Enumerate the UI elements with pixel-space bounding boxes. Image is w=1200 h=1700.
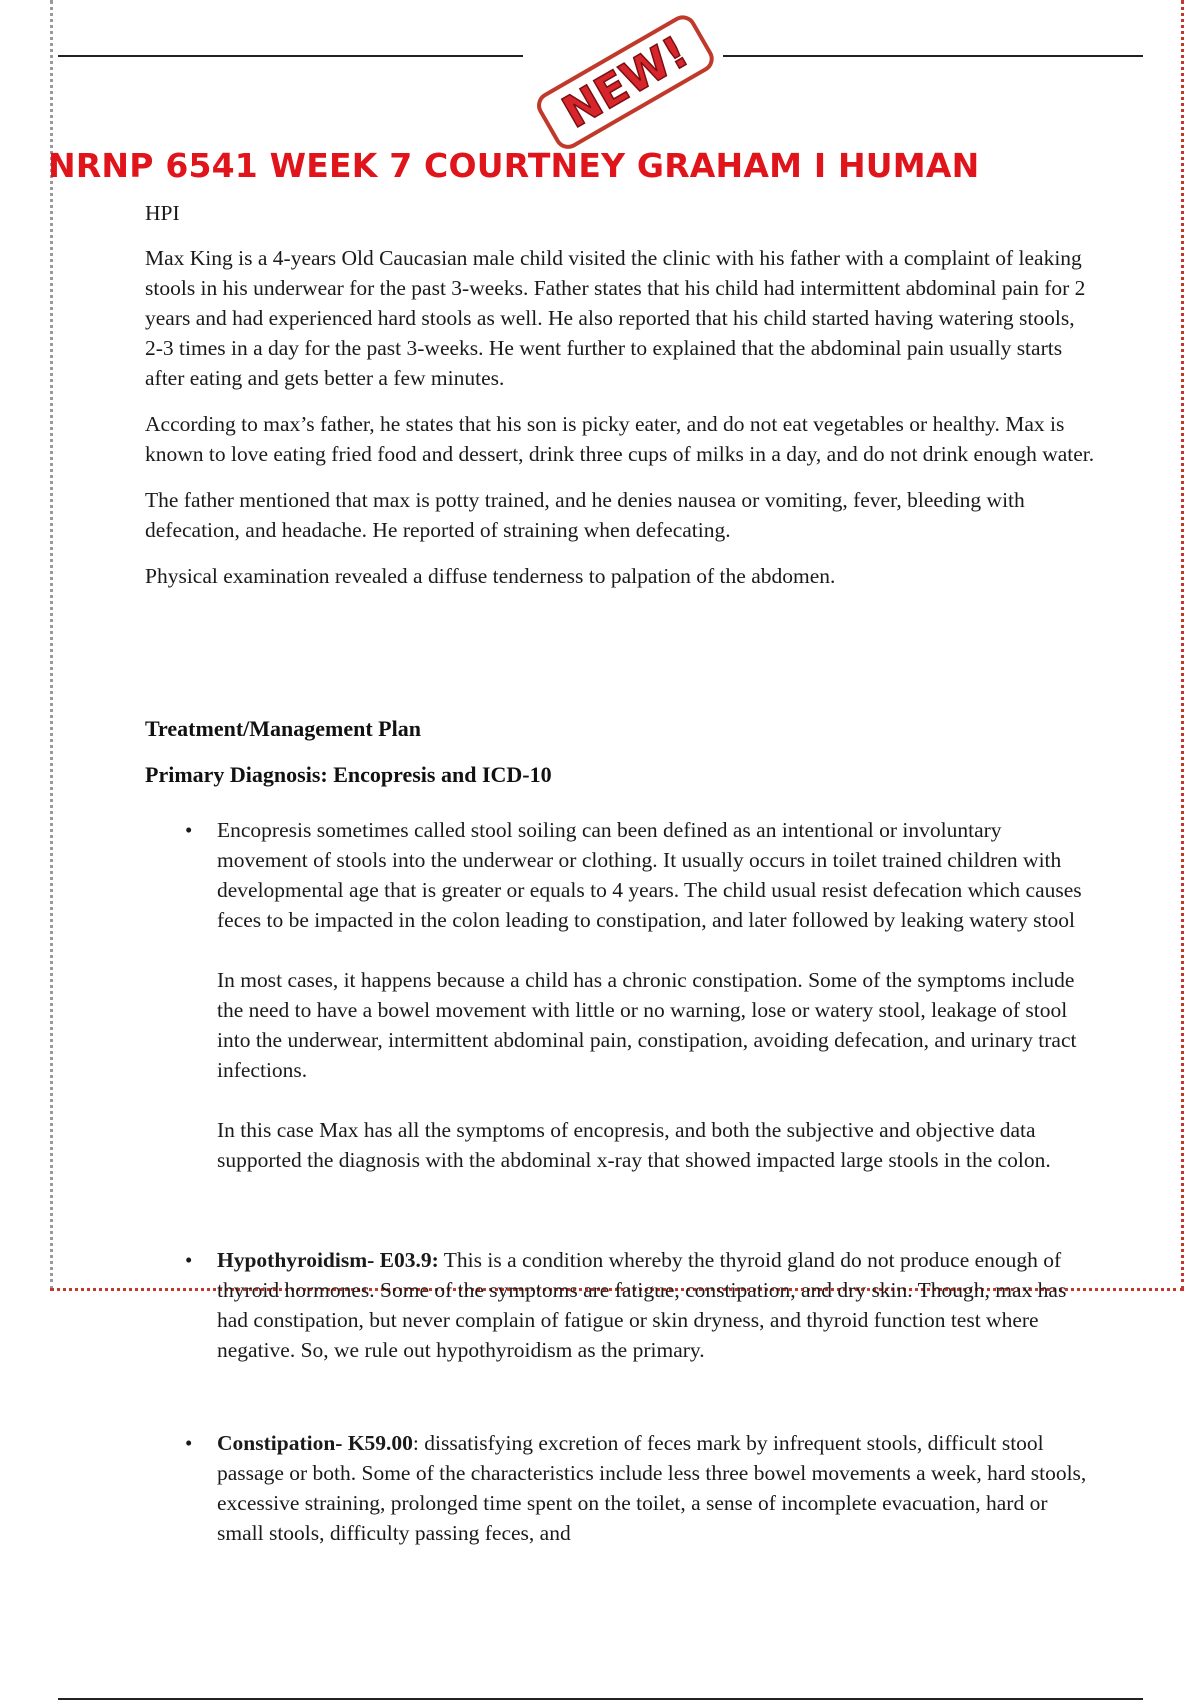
hpi-label: HPI [145, 201, 180, 225]
header-rule-left [58, 55, 523, 57]
hpi-paragraph: Physical examination revealed a diffuse tenderness to palpation of the abdomen. [145, 564, 836, 588]
header-rule-right [723, 55, 1143, 57]
differential-list [145, 1245, 1095, 1365]
hpi-paragraph: Max King is a 4-years Old Caucasian male child visited the clinic with his father with a complaint of leaking stools in his underwear for the past 3-weeks. Father states that his child had intermittent abdominal pain for 2 years and had experienced hard stools as well. He also reported that his child started having watering stools, 2-3 times in a day for the past 3-weeks. He went further to explained that the abdominal pain usually starts after eating and gets better a few minutes. [145, 246, 1086, 390]
encopresis-paragraph: In most cases, it happens because a child has a chronic constipation. Some of the symptoms include the need to have a bowel movement with little or no warning, lose or watery stool, leakage of stool into the underwear, intermittent abdominal pain, constipation, avoiding defecation, and urinary tract infections. [217, 968, 1077, 1082]
bullet-icon: • [185, 818, 193, 842]
treatment-plan-heading: Treatment/Management Plan [145, 716, 421, 741]
encopresis-list [145, 815, 1095, 1175]
new-stamp-text: NEW! [554, 26, 698, 139]
list-item [145, 1428, 1095, 1548]
differential-list-2 [145, 1428, 1095, 1548]
bullet-icon: • [185, 1431, 193, 1455]
bullet-icon: • [185, 1248, 193, 1272]
list-item [145, 815, 1095, 1175]
constipation-text: : dissatisfying excretion of feces mark by infrequent stools, difficult stool passage or both. Some of the characteristics include less three bowel movements a week, hard stools, excessive straining, prolonged time spent on the toilet, a sense of incomplete evacuation, hard or small stools, difficulty passing feces, and [217, 1431, 1087, 1545]
hpi-section [145, 243, 1095, 607]
page-border-right [1181, 0, 1184, 1290]
primary-diagnosis-heading: Primary Diagnosis: Encopresis and ICD-10 [145, 762, 552, 787]
encopresis-paragraph: In this case Max has all the symptoms of encopresis, and both the subjective and objective data supported the diagnosis with the abdominal x-ray that showed impacted large stools in the colon. [217, 1118, 1051, 1172]
hpi-paragraph: According to max’s father, he states that his son is picky eater, and do not eat vegetables or healthy. Max is known to love eating fried food and dessert, drink three cups of milks in a day, and do not drink enough water. [145, 412, 1095, 466]
document-title: NRNP 6541 WEEK 7 COURTNEY GRAHAM I HUMAN [48, 146, 980, 185]
list-item [145, 1245, 1095, 1365]
page-border-left [50, 0, 53, 1290]
hypothyroidism-text: This is a condition whereby the thyroid gland do not produce enough of thyroid hormones. Some of the symptoms are fatigue, constipation, and dry skin. Though, max has had constipation, but never complain of fatigue or skin dryness, and thyroid function test where negative. So, we rule out hypothyroidism as the primary. [217, 1248, 1067, 1362]
hypothyroidism-term: Hypothyroidism- E03.9: [217, 1248, 439, 1272]
new-stamp-icon [518, 10, 728, 150]
constipation-term: Constipation- K59.00 [217, 1431, 413, 1455]
hypothyroidism-paragraph [217, 1245, 1095, 1365]
constipation-paragraph [217, 1428, 1095, 1548]
hpi-paragraph: The father mentioned that max is potty trained, and he denies nausea or vomiting, fever, bleeding with defecation, and headache. He reported of straining when defecating. [145, 488, 1025, 542]
encopresis-paragraph: Encopresis sometimes called stool soiling can been defined as an intentional or involuntary movement of stools into the underwear or clothing. It usually occurs in toilet trained children with developmental age that is greater or equals to 4 years. The child usual resist defecation which causes feces to be impacted in the colon leading to constipation, and later followed by leaking watery stool [217, 818, 1082, 932]
